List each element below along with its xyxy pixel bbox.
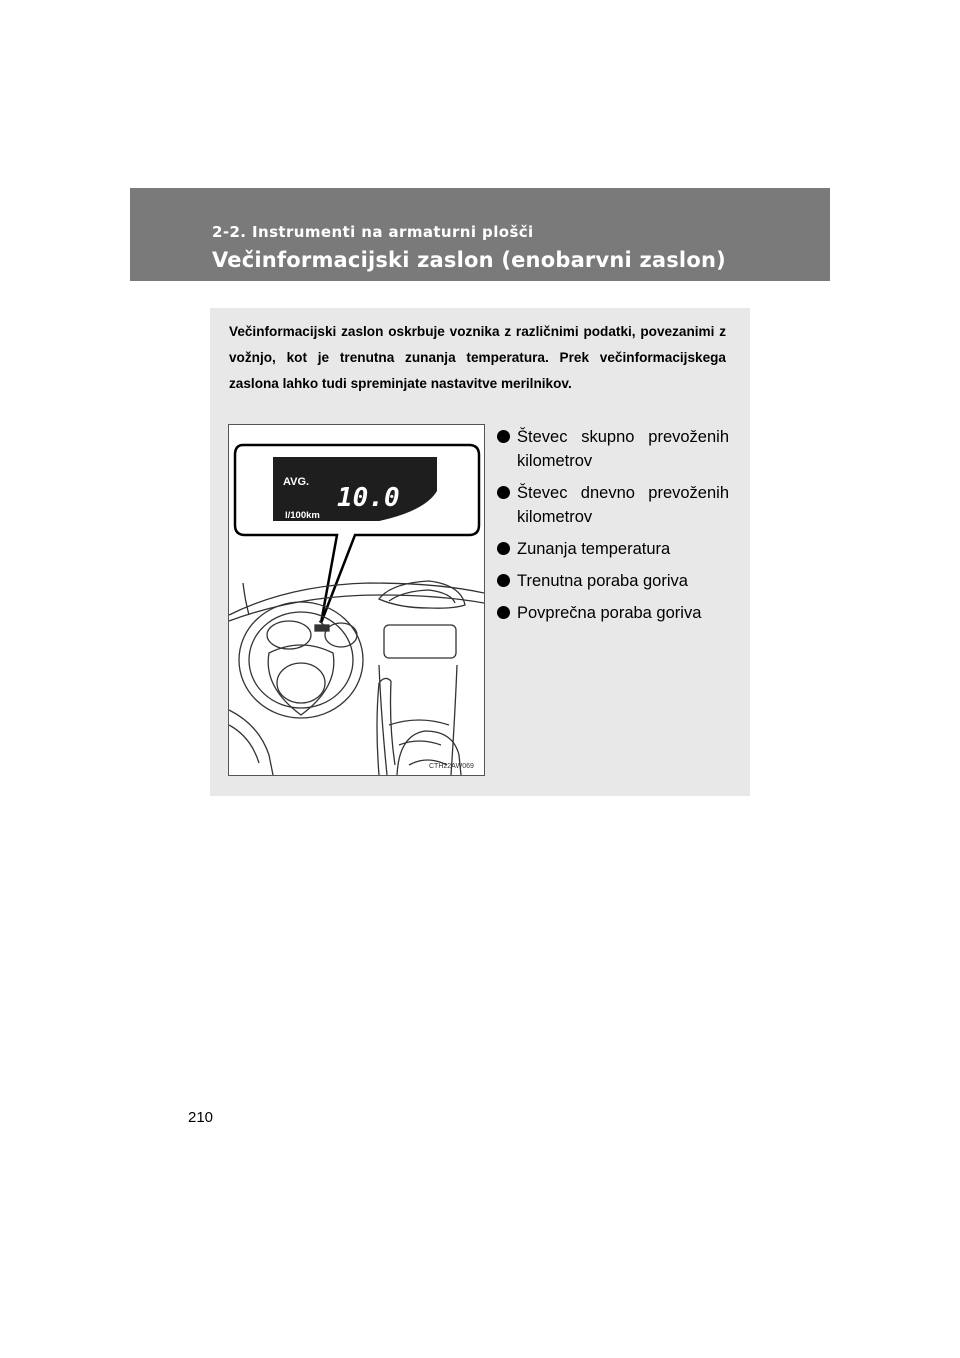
page-number: 210	[188, 1109, 214, 1126]
list-item: Povprečna poraba goriva	[497, 601, 729, 625]
bullet-icon	[497, 606, 510, 619]
dashboard-illustration	[228, 424, 485, 776]
content-box	[210, 308, 750, 796]
display-value: 10.0	[337, 483, 400, 513]
display-unit: l/100km	[285, 510, 320, 521]
page-title: Večinformacijski zaslon (enobarvni zaslon)	[212, 248, 726, 272]
list-item: Števec skupno prevoženih kilometrov	[497, 425, 729, 473]
illustration-code: CTH22AW069	[429, 763, 474, 770]
feature-list	[497, 425, 729, 633]
intro-paragraph: Večinformacijski zaslon oskrbuje voznika z različnimi podatki, povezanimi z vožnjo, kot je trenutna zunanja temperatura. Prek večinformacijskega zaslona lahko tudi spreminjate nastavitve merilnikov.	[229, 324, 726, 391]
list-item: Števec dnevno prevoženih kilometrov	[497, 481, 729, 529]
dashboard-lineart	[229, 581, 484, 775]
header-band	[130, 188, 830, 281]
display-avg-label: AVG.	[283, 476, 310, 488]
bullet-icon	[497, 574, 510, 587]
section-label: 2-2. Instrumenti na armaturni plošči	[212, 223, 534, 241]
bullet-icon	[497, 542, 510, 555]
list-item: Trenutna poraba goriva	[497, 569, 729, 593]
bullet-icon	[497, 430, 510, 443]
list-item: Zunanja temperatura	[497, 537, 729, 561]
bullet-icon	[497, 486, 510, 499]
